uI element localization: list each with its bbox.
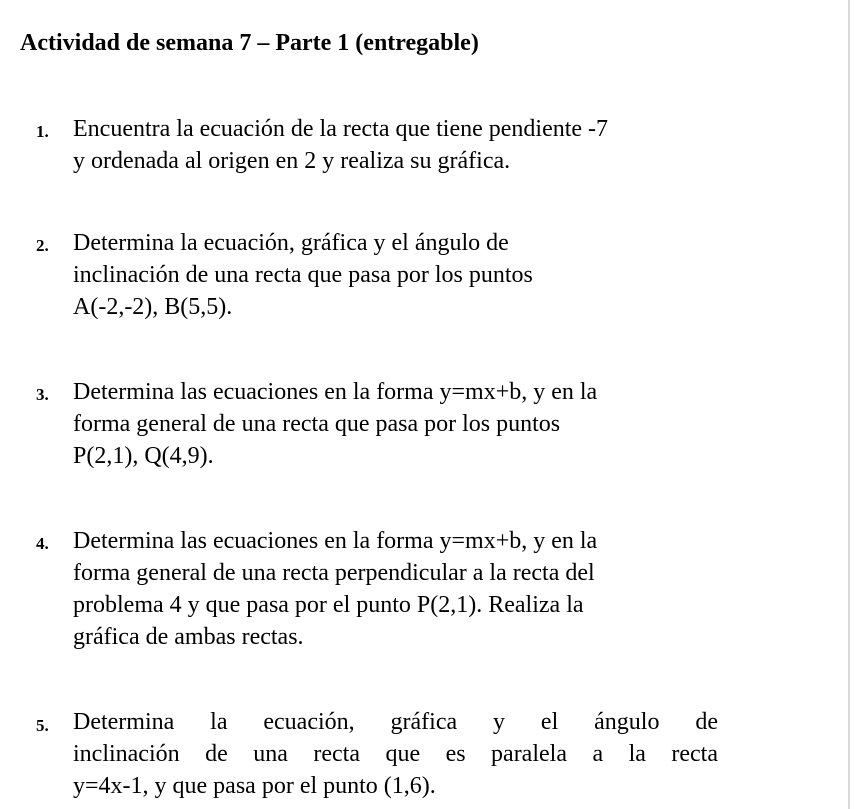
problem-number: 3.	[36, 385, 49, 404]
problem-4	[36, 525, 718, 653]
problem-line: inclinación de una recta que pasa por los puntos	[73, 262, 533, 288]
problem-line: forma general de una recta perpendicular a la recta del	[73, 560, 595, 586]
problem-text	[73, 113, 718, 177]
problem-text	[73, 227, 718, 323]
problem-line: inclinación de una recta que es paralela a la recta	[73, 741, 718, 767]
problem-line: P(2,1), Q(4,9).	[73, 443, 214, 469]
problem-text	[73, 376, 718, 472]
problem-line: A(-2,-2), B(5,5).	[73, 294, 233, 320]
problem-2	[36, 227, 718, 323]
problem-number: 4.	[36, 534, 49, 553]
problem-text	[73, 706, 718, 802]
problem-line: Determina la ecuación, gráfica y el ángulo de	[73, 709, 718, 735]
problem-3	[36, 376, 718, 472]
problem-line: y=4x-1, y que pasa por el punto (1,6).	[73, 773, 436, 799]
problem-line: y ordenada al origen en 2 y realiza su gráfica.	[73, 148, 511, 174]
problem-line: Encuentra la ecuación de la recta que tiene pendiente -7	[73, 116, 609, 142]
page-title: Actividad de semana 7 – Parte 1 (entregable)	[20, 30, 479, 56]
problem-line: Determina la ecuación, gráfica y el ángulo de	[73, 230, 509, 256]
page-edge-divider	[848, 0, 850, 809]
problem-1	[36, 113, 718, 177]
problem-5	[36, 706, 718, 802]
problem-number: 1.	[36, 122, 49, 141]
problem-line: problema 4 y que pasa por el punto P(2,1). Realiza la	[73, 592, 584, 618]
problem-number: 2.	[36, 236, 49, 255]
problem-number: 5.	[36, 716, 49, 735]
problem-line: gráfica de ambas rectas.	[73, 624, 304, 650]
problem-text	[73, 525, 718, 653]
problem-line: forma general de una recta que pasa por los puntos	[73, 411, 561, 437]
problem-line: Determina las ecuaciones en la forma y=mx+b, y en la	[73, 379, 598, 405]
problem-line: Determina las ecuaciones en la forma y=mx+b, y en la	[73, 528, 598, 554]
